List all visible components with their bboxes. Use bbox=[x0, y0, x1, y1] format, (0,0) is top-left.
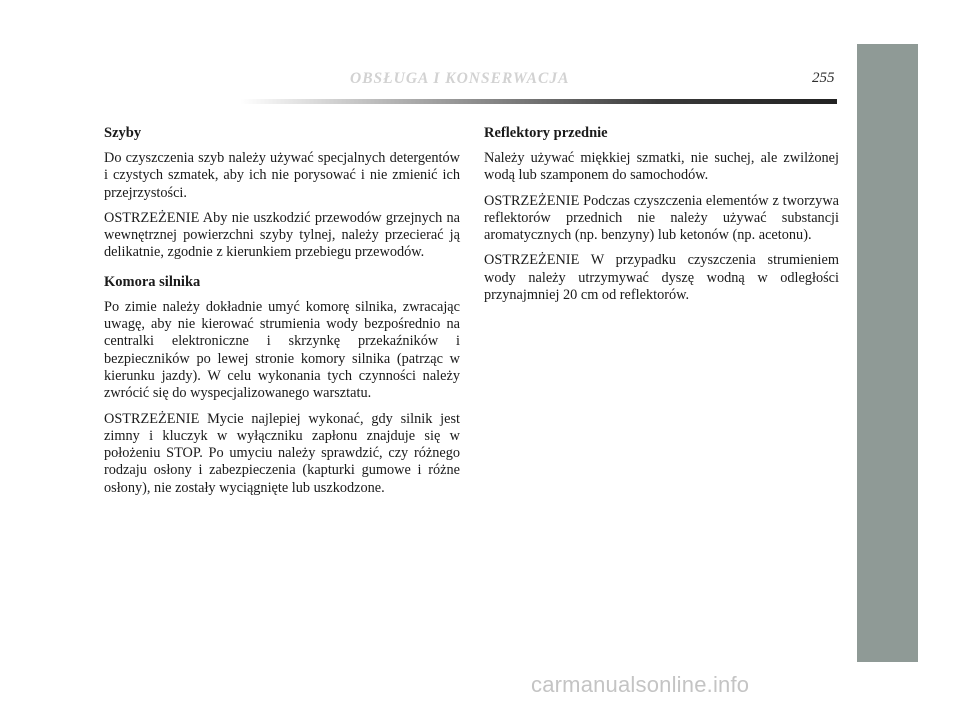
warning-paragraph: OSTRZEŻENIE Mycie najlepiej wykonać, gdy silnik jest zimny i kluczyk w wyłączniku zapłonu znajduje się w położeniu STOP. Po umyciu należy sprawdzić, czy różnego rodzaju osłony i zabezpieczenia (kapturki gumowe i różne osłony), nie zostały wyciągnięte lub uszkodzone. bbox=[104, 410, 460, 496]
paragraph: Do czyszczenia szyb należy używać specjalnych detergentów i czystych szmatek, aby ich nie porysować i nie zmienić ich przejrzystości. bbox=[104, 150, 460, 201]
header-title: OBSŁUGA I KONSERWACJA bbox=[350, 70, 570, 87]
right-column bbox=[484, 124, 839, 312]
paragraph: Po zimie należy dokładnie umyć komorę silnika, zwracając uwagę, aby nie kierować strumienia wody bezpośrednio na centralki elektroniczne i skrzynkę przekaźników i bezpieczników po lewej stronie komory silnika (patrząc w kierunku jazdy). W celu wykonania tych czynności należy zwrócić się do wyspecjalizowanego warsztatu. bbox=[104, 298, 460, 402]
header-rule bbox=[240, 99, 837, 104]
page-number: 255 bbox=[812, 70, 835, 86]
section-heading-reflektory: Reflektory przednie bbox=[484, 125, 608, 141]
warning-paragraph: OSTRZEŻENIE Podczas czyszczenia elementów z tworzywa reflektorów przednich nie należy używać substancji aromatycznych (np. benzyny) lub ketonów (np. acetonu). bbox=[484, 192, 839, 244]
section-heading-szyby: Szyby bbox=[104, 125, 142, 141]
side-tab bbox=[857, 44, 918, 662]
section-heading-komora-silnika: Komora silnika bbox=[104, 273, 201, 290]
warning-paragraph: OSTRZEŻENIE W przypadku czyszczenia strumieniem wody należy utrzymywać dyszę wodną w odległości przynajmniej 20 cm od reflektorów. bbox=[484, 252, 839, 304]
warning-paragraph: OSTRZEŻENIE Aby nie uszkodzić przewodów grzejnych na wewnętrznej powierzchni szyby tylnej, należy przecierać ją delikatnie, zgodnie z kierunkiem przebiegu przewodów. bbox=[104, 209, 460, 261]
left-column bbox=[104, 124, 460, 505]
paragraph: Należy używać miękkiej szmatki, nie suchej, ale zwilżonej wodą lub szamponem do samochodów. bbox=[484, 150, 839, 184]
watermark: carmanualsonline.info bbox=[531, 672, 750, 697]
